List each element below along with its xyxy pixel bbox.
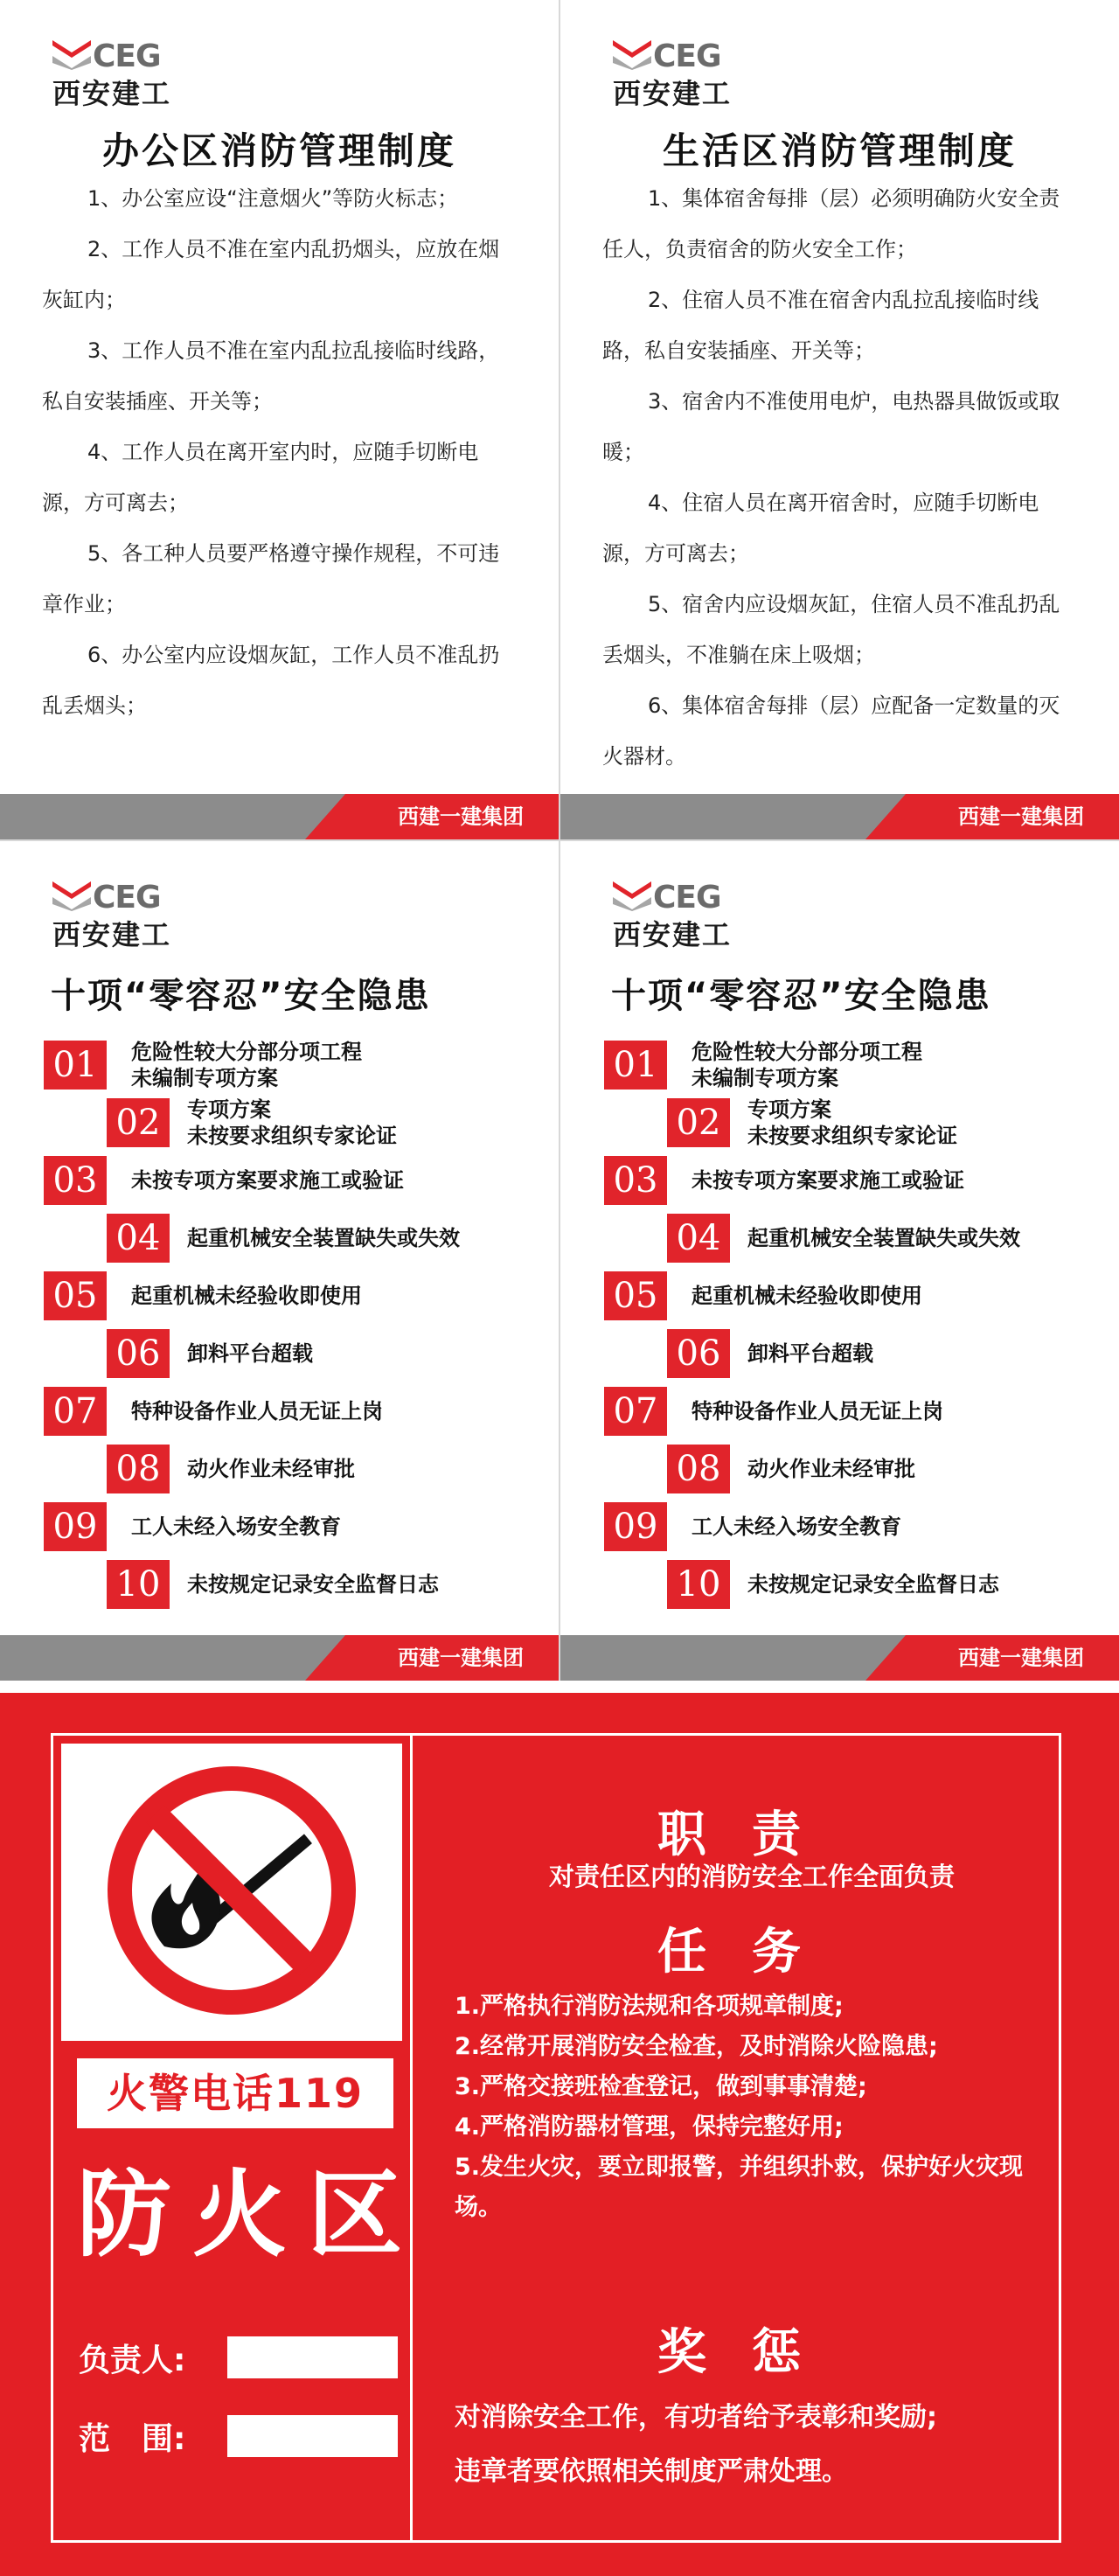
office-rule: 6、办公室内应设烟灰缸，工作人员不准乱扔乱丢烟头； bbox=[42, 643, 500, 718]
office-rules-panel bbox=[0, 0, 559, 839]
hazards-panel-right bbox=[560, 841, 1119, 1681]
scope-field[interactable] bbox=[227, 2415, 398, 2457]
reward-item: 违章者要依照相关制度严肃处理。 bbox=[455, 2456, 848, 2487]
hazards-title: 十项“零容忍”安全隐患 bbox=[611, 976, 991, 1016]
task-item: 2.经常开展消防安全检查，及时消除火险隐患; bbox=[455, 2033, 938, 2060]
ceg-logo-icon bbox=[613, 37, 651, 70]
hazards-panel-left bbox=[0, 841, 559, 1681]
hazard-text: 未按专项方案要求施工或验证 bbox=[692, 1168, 964, 1193]
company-logo bbox=[613, 37, 753, 110]
hazard-text: 卸料平台超载 bbox=[187, 1341, 313, 1366]
logo-latin-text: CEG bbox=[653, 880, 721, 916]
hazard-number: 09 bbox=[44, 1502, 107, 1551]
logo-latin-text: CEG bbox=[653, 38, 721, 74]
footer-label: 西建一建集团 bbox=[398, 1646, 524, 1670]
task-list bbox=[455, 1987, 1049, 2228]
living-rule: 4、住宿人员在离开宿舍时，应随手切断电源，方可离去； bbox=[602, 491, 1039, 566]
hazard-number: 02 bbox=[667, 1098, 730, 1147]
office-rule: 2、工作人员不准在室内乱扔烟头，应放在烟灰缸内； bbox=[42, 237, 500, 312]
hazard-text: 危险性较大分部分项工程 未编制专项方案 bbox=[131, 1040, 362, 1090]
living-rule: 2、住宿人员不准在宿舍内乱拉乱接临时线路，私自安装插座、开关等； bbox=[602, 288, 1039, 363]
living-rules-list bbox=[602, 173, 1074, 782]
company-logo bbox=[52, 37, 192, 110]
office-rules-list bbox=[42, 173, 514, 731]
living-rule: 1、集体宿舍每排（层）必须明确防火安全责任人，负责宿舍的防火安全工作； bbox=[602, 186, 1060, 261]
footer-label: 西建一建集团 bbox=[958, 1646, 1084, 1670]
hazard-text: 工人未经入场安全教育 bbox=[692, 1514, 901, 1539]
scope-label: 范 围: bbox=[79, 2421, 186, 2457]
living-title: 生活区消防管理制度 bbox=[662, 129, 1017, 172]
fire-phone-label: 火警电话119 bbox=[77, 2058, 393, 2128]
hazard-number: 05 bbox=[604, 1271, 667, 1320]
hazard-number: 04 bbox=[667, 1214, 730, 1263]
person-in-charge-label: 负责人: bbox=[79, 2343, 186, 2378]
no-open-flame-icon bbox=[61, 1744, 402, 2041]
hazards-title: 十项“零容忍”安全隐患 bbox=[51, 976, 431, 1016]
hazard-number: 05 bbox=[44, 1271, 107, 1320]
hazard-number: 10 bbox=[107, 1560, 170, 1609]
hazard-number: 08 bbox=[667, 1445, 730, 1493]
office-rule: 4、工作人员在离开室内时，应随手切断电源，方可离去； bbox=[42, 440, 479, 515]
board-separator bbox=[410, 1736, 413, 2540]
living-rules-panel bbox=[560, 0, 1119, 839]
task-item: 1.严格执行消防法规和各项规章制度; bbox=[455, 1993, 844, 2020]
hazard-text: 未按专项方案要求施工或验证 bbox=[131, 1168, 404, 1193]
ceg-logo-icon bbox=[613, 878, 651, 911]
hazard-number: 07 bbox=[44, 1387, 107, 1436]
reward-heading: 奖惩 bbox=[657, 2324, 846, 2381]
hazard-text: 未按规定记录安全监督日志 bbox=[747, 1572, 999, 1597]
hazard-text: 起重机械安全装置缺失或失效 bbox=[187, 1226, 460, 1250]
zone-title: 防火区 bbox=[77, 2161, 424, 2270]
living-rule: 6、集体宿舍每排（层）应配备一定数量的灭火器材。 bbox=[602, 693, 1060, 769]
ceg-logo-icon bbox=[52, 878, 91, 911]
hazard-number: 08 bbox=[107, 1445, 170, 1493]
reward-item: 对消除安全工作，有功者给予表彰和奖励; bbox=[455, 2402, 937, 2433]
fire-zone-board bbox=[0, 1693, 1119, 2576]
hazard-text: 专项方案 未按要求组织专家论证 bbox=[187, 1097, 397, 1148]
logo-chinese-text: 西安建工 bbox=[52, 918, 172, 951]
hazard-number: 01 bbox=[44, 1041, 107, 1090]
office-rule: 1、办公室应设“注意烟火”等防火标志； bbox=[87, 186, 459, 211]
hazard-text: 特种设备作业人员无证上岗 bbox=[692, 1399, 943, 1424]
logo-latin-text: CEG bbox=[93, 880, 161, 916]
company-logo bbox=[613, 878, 753, 951]
office-rule: 3、工作人员不准在室内乱拉乱接临时线路，私自安装插座、开关等； bbox=[42, 338, 500, 414]
hazard-text: 特种设备作业人员无证上岗 bbox=[131, 1399, 383, 1424]
office-rule: 5、各工种人员要严格遵守操作规程，不可违章作业； bbox=[42, 541, 500, 616]
hazard-number: 09 bbox=[604, 1502, 667, 1551]
hazard-number: 03 bbox=[44, 1156, 107, 1205]
hazard-number: 06 bbox=[667, 1329, 730, 1378]
footer-label: 西建一建集团 bbox=[398, 804, 524, 829]
prohibition-sign bbox=[61, 1744, 402, 2041]
hazard-number: 01 bbox=[604, 1041, 667, 1090]
hazard-text: 卸料平台超载 bbox=[747, 1341, 873, 1366]
task-item: 5.发生火灾，要立即报警，并组织扑救，保护好火灾现场。 bbox=[455, 2154, 1024, 2221]
hazard-text: 起重机械未经验收即使用 bbox=[692, 1284, 922, 1308]
hazard-number: 02 bbox=[107, 1098, 170, 1147]
logo-chinese-text: 西安建工 bbox=[613, 77, 733, 110]
hazard-text: 起重机械未经验收即使用 bbox=[131, 1284, 362, 1308]
duty-text: 对责任区内的消防安全工作全面负责 bbox=[548, 1862, 955, 1891]
logo-chinese-text: 西安建工 bbox=[613, 918, 733, 951]
logo-chinese-text: 西安建工 bbox=[52, 77, 172, 110]
ceg-logo-icon bbox=[52, 37, 91, 70]
hazard-number: 07 bbox=[604, 1387, 667, 1436]
hazard-number: 10 bbox=[667, 1560, 730, 1609]
living-rule: 5、宿舍内应设烟灰缸，住宿人员不准乱扔乱丢烟头，不准躺在床上吸烟； bbox=[602, 592, 1060, 667]
company-logo bbox=[52, 878, 192, 951]
hazard-text: 危险性较大分部分项工程 未编制专项方案 bbox=[692, 1040, 922, 1090]
person-in-charge-field[interactable] bbox=[227, 2336, 398, 2378]
hazard-text: 未按规定记录安全监督日志 bbox=[187, 1572, 439, 1597]
hazard-text: 动火作业未经审批 bbox=[747, 1457, 915, 1481]
hazard-number: 06 bbox=[107, 1329, 170, 1378]
task-item: 3.严格交接班检查登记，做到事事清楚; bbox=[455, 2073, 867, 2100]
hazard-text: 起重机械安全装置缺失或失效 bbox=[747, 1226, 1020, 1250]
logo-latin-text: CEG bbox=[93, 38, 161, 74]
hazard-text: 工人未经入场安全教育 bbox=[131, 1514, 341, 1539]
duty-heading: 职责 bbox=[657, 1807, 846, 1863]
hazard-number: 04 bbox=[107, 1214, 170, 1263]
task-heading: 任务 bbox=[657, 1924, 846, 1981]
hazard-text: 专项方案 未按要求组织专家论证 bbox=[747, 1097, 957, 1148]
hazard-text: 动火作业未经审批 bbox=[187, 1457, 355, 1481]
hazard-number: 03 bbox=[604, 1156, 667, 1205]
reward-list bbox=[455, 2391, 1049, 2499]
task-item: 4.严格消防器材管理，保持完整好用; bbox=[455, 2113, 844, 2141]
office-title: 办公区消防管理制度 bbox=[101, 129, 456, 172]
footer-label: 西建一建集团 bbox=[958, 804, 1084, 829]
living-rule: 3、宿舍内不准使用电炉，电热器具做饭或取暖； bbox=[602, 389, 1060, 464]
